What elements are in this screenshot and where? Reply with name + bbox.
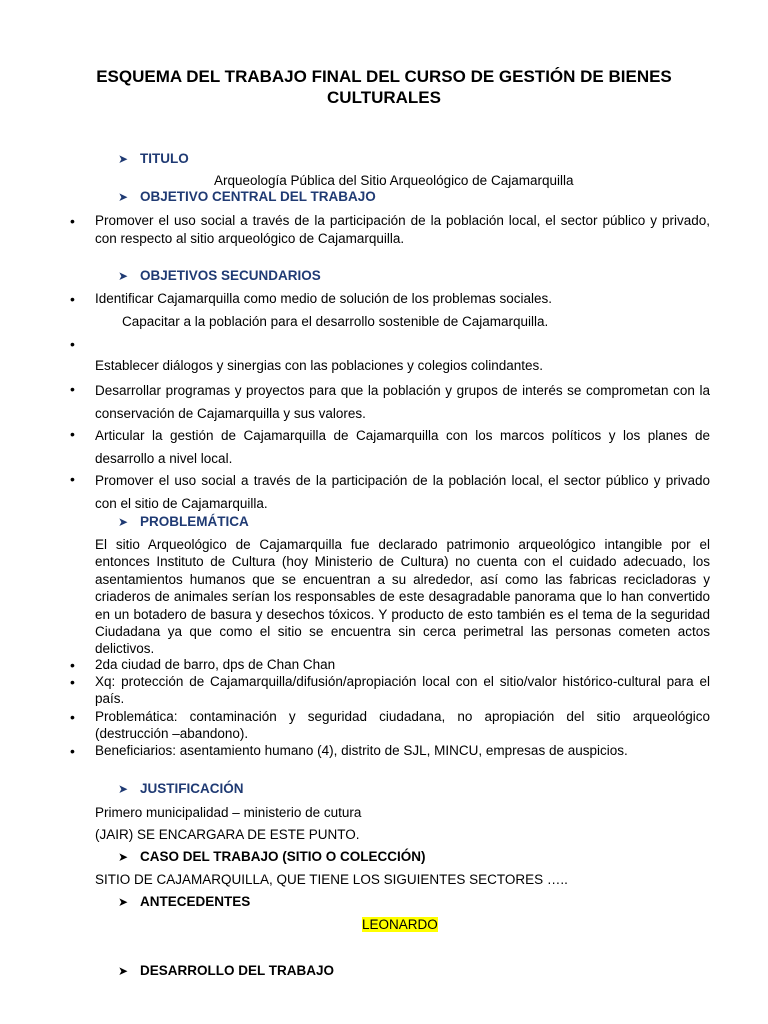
objetivo-secundario-item-3: Establecer diálogos y sinergias con las poblaciones y colegios colindantes.	[95, 358, 544, 373]
heading-label: TITULO	[140, 151, 189, 166]
justificacion-line-2: (JAIR) SE ENCARGARA DE ESTE PUNTO.	[95, 827, 360, 842]
antecedentes-highlight	[362, 916, 438, 934]
bullet-dot-icon: •	[70, 743, 75, 759]
heading-label: JUSTIFICACIÓN	[140, 781, 244, 796]
heading-label: CASO DEL TRABAJO (SITIO O COLECCIÓN)	[140, 849, 426, 864]
heading-objetivos-secundarios	[118, 267, 321, 285]
heading-label: OBJETIVOS SECUNDARIOS	[140, 268, 321, 283]
heading-antecedentes	[118, 893, 250, 911]
bullet-dot-icon: •	[70, 471, 75, 487]
document-title: ESQUEMA DEL TRABAJO FINAL DEL CURSO DE GESTIÓN DE BIENES CULTURALES	[96, 67, 672, 107]
problematica-item-3: Problemática: contaminación y seguridad ciudadana, no apropiación del sitio arqueológico (destrucción –abandono).	[95, 709, 710, 742]
problematica-item-4: Beneficiarios: asentamiento humano (4), distrito de SJL, MINCU, empresas de auspicios.	[95, 743, 628, 758]
bullet-dot-icon: •	[70, 336, 75, 352]
bullet-dot-icon: •	[70, 709, 75, 725]
arrow-bullet-icon: ➤	[118, 190, 129, 204]
objetivo-central-item: Promover el uso social a través de la participación de la población local, el sector público y privado, con respecto al sitio arqueológico de Cajamarquilla.	[95, 213, 710, 246]
objetivo-secundario-item-4: Desarrollar programas y proyectos para que la población y grupos de interés se comprometan con la conservación de Cajamarquilla y sus valores.	[95, 383, 710, 421]
heading-problematica	[118, 513, 249, 531]
heading-label: PROBLEMÁTICA	[140, 514, 249, 529]
heading-label: ANTECEDENTES	[140, 894, 251, 909]
bullet-dot-icon: •	[70, 291, 75, 307]
objetivo-secundario-item-1: Identificar Cajamarquilla como medio de solución de los problemas sociales.	[95, 291, 552, 306]
highlighted-name: LEONARDO	[362, 917, 438, 932]
bullet-dot-icon: •	[70, 674, 75, 690]
bullet-dot-icon: •	[70, 213, 75, 229]
arrow-bullet-icon: ➤	[118, 515, 129, 529]
arrow-bullet-icon: ➤	[118, 152, 129, 166]
heading-label: DESARROLLO DEL TRABAJO	[140, 963, 335, 978]
objetivo-secundario-indented: Capacitar a la población para el desarrollo sostenible de Cajamarquilla.	[122, 314, 549, 329]
heading-titulo	[118, 150, 189, 168]
heading-justificacion	[118, 780, 244, 798]
problematica-item-2: Xq: protección de Cajamarquilla/difusión/apropiación local con el sitio/valor histórico-cultural para el país.	[95, 674, 710, 707]
titulo-text: Arqueología Pública del Sitio Arqueológico de Cajamarquilla	[214, 173, 574, 188]
objetivo-secundario-item-6: Promover el uso social a través de la participación de la población local, el sector público y privado con el sitio de Cajamarquilla.	[95, 473, 710, 511]
heading-label: OBJETIVO CENTRAL DEL TRABAJO	[140, 189, 376, 204]
arrow-bullet-icon: ➤	[118, 850, 129, 864]
heading-desarrollo	[118, 962, 334, 980]
arrow-bullet-icon: ➤	[118, 782, 129, 796]
caso-text: SITIO DE CAJAMARQUILLA, QUE TIENE LOS SIGUIENTES SECTORES …..	[95, 872, 568, 887]
arrow-bullet-icon: ➤	[118, 269, 129, 283]
bullet-dot-icon: •	[70, 657, 75, 673]
problematica-item-1: 2da ciudad de barro, dps de Chan Chan	[95, 657, 336, 672]
problematica-paragraph: El sitio Arqueológico de Cajamarquilla fue declarado patrimonio arqueológico intangible por el entonces Instituto de Cultura (hoy Ministerio de Cultura) no cuenta con el cuidado adecuado, los asentamientos humanos que se encuentran a su alrededor, así como las fabricas recicladoras y criaderos de animales serían los responsables de este desagradable panorama que lo han convertido en un botadero de basura y desechos tóxicos. Y producto de esto también es el tema de la seguridad Ciudadana ya que como el sitio se encuentra sin cerca perimetral las personas cometen actos delictivos.	[95, 537, 710, 657]
heading-caso-del-trabajo	[118, 848, 426, 866]
heading-objetivo-central	[118, 188, 376, 206]
bullet-dot-icon: •	[70, 381, 75, 397]
arrow-bullet-icon: ➤	[118, 895, 129, 909]
justificacion-line-1: Primero municipalidad – ministerio de cutura	[95, 805, 362, 820]
objetivo-secundario-item-5: Articular la gestión de Cajamarquilla de Cajamarquilla con los marcos políticos y los planes de desarrollo a nivel local.	[95, 428, 710, 466]
bullet-dot-icon: •	[70, 426, 75, 442]
arrow-bullet-icon: ➤	[118, 964, 129, 978]
